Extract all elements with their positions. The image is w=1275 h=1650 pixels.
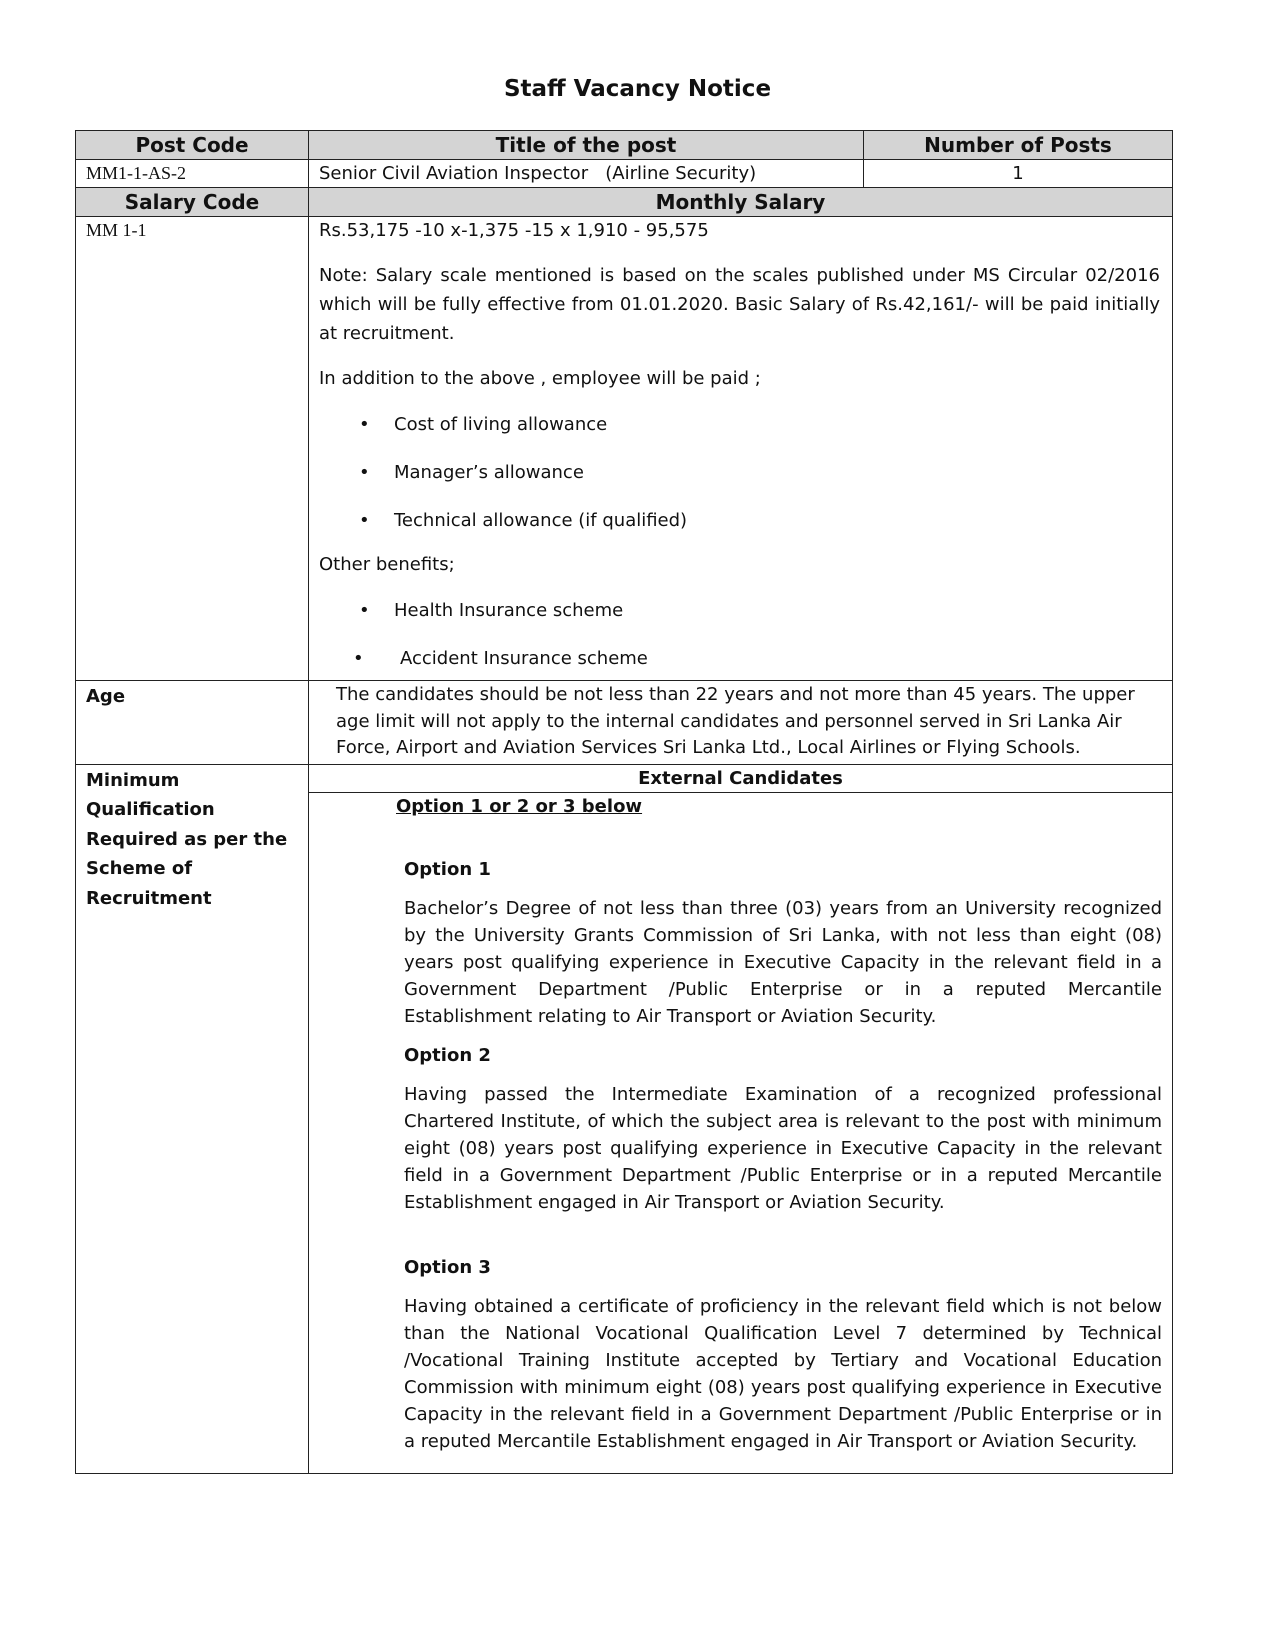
number-of-posts-value: 1 bbox=[864, 160, 1173, 188]
additional-intro: In addition to the above , employee will be paid ; bbox=[319, 368, 761, 389]
salary-code-value: MM 1-1 bbox=[76, 217, 309, 681]
header-salary-code: Salary Code bbox=[76, 188, 309, 217]
list-item: • Accident Insurance scheme bbox=[394, 645, 1162, 672]
external-candidates-heading: External Candidates bbox=[309, 764, 1173, 792]
list-item: • Cost of living allowance bbox=[394, 411, 1162, 438]
qualification-label: Minimum Qualification Required as per the Scheme of Recruitment bbox=[76, 764, 309, 1473]
list-item: • Technical allowance (if qualified) bbox=[394, 507, 1162, 534]
list-item: • Manager’s allowance bbox=[394, 459, 1162, 486]
header-post-code: Post Code bbox=[76, 131, 309, 160]
bullet-icon: • bbox=[353, 648, 364, 669]
option-1-title: Option 1 bbox=[404, 858, 491, 880]
list-item: • Health Insurance scheme bbox=[394, 597, 1162, 624]
option-2-title: Option 2 bbox=[404, 1044, 491, 1066]
bullet-icon: • bbox=[359, 600, 370, 621]
option-2-text: Having passed the Intermediate Examination of a recognized professional Chartered Institute, of which the subject area is relevant to the post with minimum eight (08) years post qualifying experience in Executive Capacity in the relevant field in a Government Department /Public Enterprise or in a reputed Mercantile Establishment engaged in Air Transport or Aviation Security. bbox=[404, 1083, 1162, 1213]
salary-scale: Rs.53,175 -10 x-1,375 -15 x 1,910 - 95,575 bbox=[319, 220, 709, 241]
option-3-text: Having obtained a certificate of proficiency in the relevant field which is not below than the National Vocational Qualification Level 7 determined by Technical /Vocational Training Institute accepted by Tertiary and Vocational Education Commission with minimum eight (08) years post qualifying experience in Executive Capacity in the relevant field in a Government Department /Public Enterprise or in a reputed Mercantile Establishment engaged in Air Transport or Aviation Security. bbox=[404, 1295, 1162, 1452]
age-text: The candidates should be not less than 22 years and not more than 45 years. The upper age limit will not apply to the internal candidates and personnel served in Sri Lanka Air Force, Airport and Aviation Services Sri Lanka Ltd., Local Airlines or Flying Schools. bbox=[309, 681, 1173, 765]
age-label: Age bbox=[76, 681, 309, 765]
salary-details bbox=[309, 217, 1173, 681]
header-number-of-posts: Number of Posts bbox=[864, 131, 1173, 160]
options-intro: Option 1 or 2 or 3 below bbox=[396, 795, 643, 817]
document-title: Staff Vacancy Notice bbox=[503, 76, 772, 102]
header-monthly-salary: Monthly Salary bbox=[309, 188, 1173, 217]
post-code-value: MM1-1-AS-2 bbox=[76, 160, 309, 188]
header-row-salary bbox=[76, 188, 1173, 217]
vacancy-table bbox=[75, 130, 1173, 1474]
other-benefits-intro: Other benefits; bbox=[319, 554, 455, 575]
qualification-options bbox=[309, 792, 1173, 1473]
benefits-list bbox=[319, 597, 1162, 672]
option-1-text: Bachelor’s Degree of not less than three (03) years from an University recognized by the University Grants Commission of Sri Lanka, with not less than eight (08) years post qualifying experience in Executive Capacity in the relevant field in a Government Department /Public Enterprise or in a reputed Mercantile Establishment relating to Air Transport or Aviation Security. bbox=[404, 897, 1162, 1027]
header-title-of-post: Title of the post bbox=[309, 131, 864, 160]
allowance-list bbox=[319, 411, 1162, 534]
bullet-icon: • bbox=[359, 414, 370, 435]
post-row bbox=[76, 160, 1173, 188]
title-of-post-value: Senior Civil Aviation Inspector (Airline Security) bbox=[309, 160, 864, 188]
salary-note: Note: Salary scale mentioned is based on the scales published under MS Circular 02/2016 which will be fully effective from 01.01.2020. Basic Salary of Rs.42,161/- will be paid initially at recruitment. bbox=[319, 265, 1160, 344]
header-row-post bbox=[76, 131, 1173, 160]
external-header-row bbox=[76, 764, 1173, 792]
bullet-icon: • bbox=[359, 510, 370, 531]
salary-row bbox=[76, 217, 1173, 681]
age-row bbox=[76, 681, 1173, 765]
option-3-title: Option 3 bbox=[404, 1256, 491, 1278]
bullet-icon: • bbox=[359, 462, 370, 483]
